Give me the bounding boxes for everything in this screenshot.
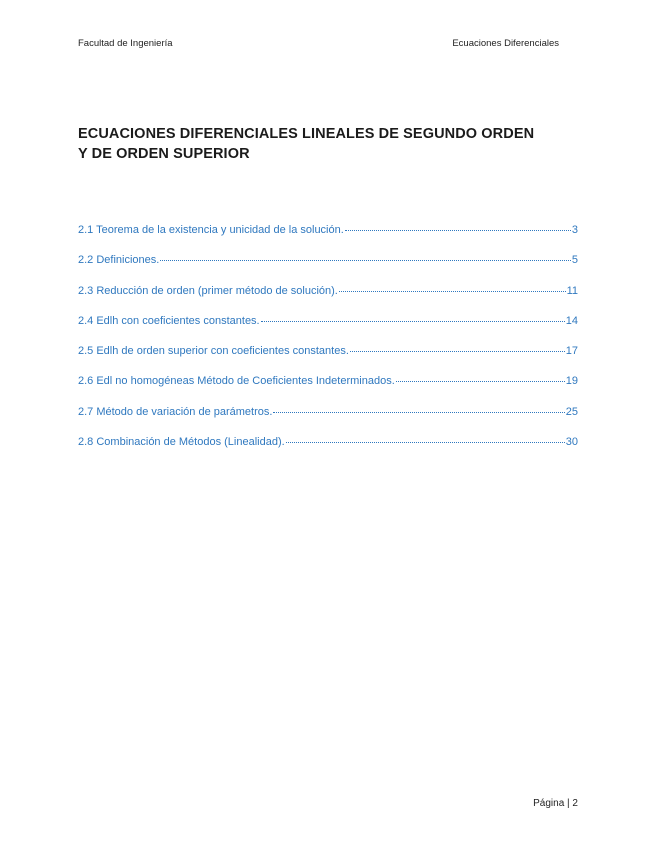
header-right-text: Ecuaciones Diferenciales xyxy=(452,38,559,49)
toc-item-page: 30 xyxy=(565,436,578,449)
toc-dot-leader xyxy=(339,291,566,292)
toc-item-label: 2.4 Edlh con coeficientes constantes. xyxy=(78,314,260,327)
toc-item-2-7[interactable] xyxy=(78,406,578,436)
toc-item-page: 14 xyxy=(565,314,578,327)
toc-item-2-6[interactable] xyxy=(78,375,578,405)
toc-item-label: 2.3 Reducción de orden (primer método de solución). xyxy=(78,284,338,297)
toc-item-2-5[interactable] xyxy=(78,345,578,375)
toc-item-2-8[interactable] xyxy=(78,436,578,466)
page-title-line-1: ECUACIONES DIFERENCIALES LINEALES DE SEGUNDO ORDEN xyxy=(78,126,535,142)
toc-item-2-3[interactable] xyxy=(78,285,578,315)
toc-dot-leader xyxy=(350,351,565,352)
toc-dot-leader xyxy=(273,412,564,413)
page-number-footer: Página | 2 xyxy=(533,798,578,809)
toc-item-page: 11 xyxy=(566,284,578,297)
table-of-contents xyxy=(78,224,578,466)
toc-item-2-4[interactable] xyxy=(78,315,578,345)
toc-item-label: 2.1 Teorema de la existencia y unicidad de la solución. xyxy=(78,224,344,236)
toc-item-page: 17 xyxy=(565,345,578,358)
toc-dot-leader xyxy=(286,442,565,443)
toc-item-2-2[interactable] xyxy=(78,254,578,284)
toc-dot-leader xyxy=(261,321,565,322)
page-title-line-2: Y DE ORDEN SUPERIOR xyxy=(78,146,250,162)
toc-item-label: 2.5 Edlh de orden superior con coeficientes constantes. xyxy=(78,345,349,358)
header-left-text: Facultad de Ingeniería xyxy=(78,38,173,49)
toc-dot-leader xyxy=(160,260,571,261)
toc-item-2-1[interactable] xyxy=(78,224,578,254)
toc-item-label: 2.6 Edl no homogéneas Método de Coeficientes Indeterminados. xyxy=(78,375,395,388)
toc-item-label: 2.2 Definiciones. xyxy=(78,254,160,267)
toc-dot-leader xyxy=(396,381,565,382)
toc-item-label: 2.7 Método de variación de parámetros. xyxy=(78,405,273,418)
page-title xyxy=(78,124,578,164)
toc-item-page: 19 xyxy=(565,375,578,388)
toc-dot-leader xyxy=(345,230,571,231)
toc-item-page: 25 xyxy=(565,405,578,418)
toc-item-label: 2.8 Combinación de Métodos (Linealidad). xyxy=(78,436,285,449)
toc-item-page: 3 xyxy=(571,224,578,236)
toc-item-page: 5 xyxy=(571,254,578,267)
